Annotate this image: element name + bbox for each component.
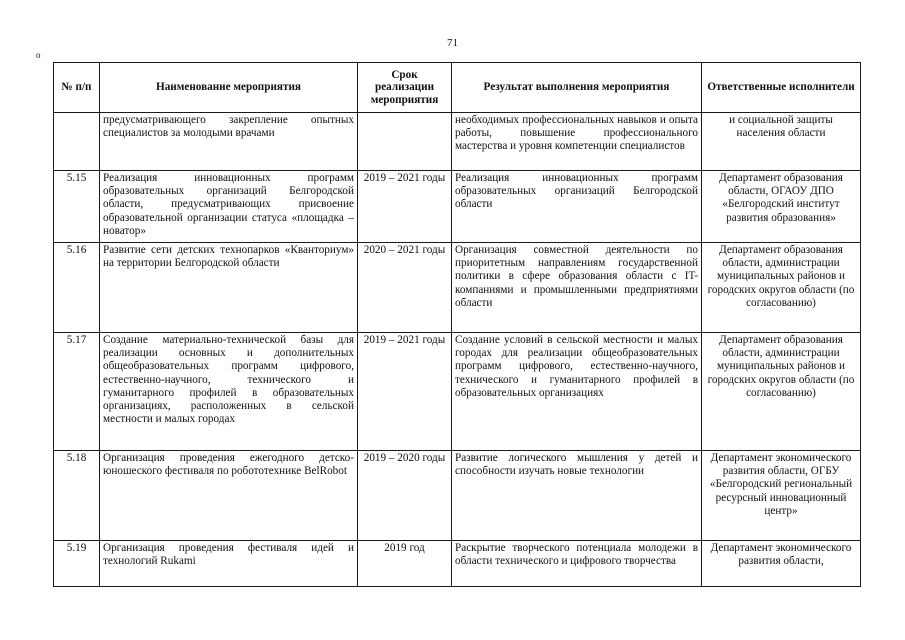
row-term: 2020 – 2021 годы <box>358 243 452 333</box>
header-num: № п/п <box>54 63 100 113</box>
row-term <box>358 113 452 171</box>
table-row <box>54 333 861 451</box>
row-name: Реализация инновационных программ образовательных организаций Белгородской области, предусматривающих присвоение образовательной организации статуса «площадка – новатор» <box>100 171 358 243</box>
row-responsible: и социальной защиты населения области <box>702 113 861 171</box>
row-num: 5.15 <box>54 171 100 243</box>
table-row <box>54 113 861 171</box>
row-num: 5.19 <box>54 541 100 587</box>
row-name: Организация проведения фестиваля идей и технологий Rukami <box>100 541 358 587</box>
row-num: 5.17 <box>54 333 100 451</box>
row-result: Реализация инновационных программ образовательных организаций Белгородской области <box>452 171 702 243</box>
row-result: Раскрытие творческого потенциала молодежи в области технического и цифрового творчества <box>452 541 702 587</box>
table-row <box>54 451 861 541</box>
row-name: Создание материально-технической базы для реализации основных и дополнительных общеобразовательных программ цифрового, естественно-научного, технического и гуманитарного профилей в образовательных организациях, расположенных в сельской местности и малых городах <box>100 333 358 451</box>
row-result: Создание условий в сельской местности и малых городах для реализации общеобразовательных программ цифрового, естественно-научного, технического и гуманитарного профилей в образовательных организациях <box>452 333 702 451</box>
table-row <box>54 171 861 243</box>
page-number: 71 <box>447 37 458 49</box>
row-responsible: Департамент экономического развития области, <box>702 541 861 587</box>
header-responsible: Ответственные исполнители <box>702 63 861 113</box>
row-responsible: Департамент образования области, администрации муниципальных районов и городских округов области (по согласованию) <box>702 333 861 451</box>
row-result: необходимых профессиональных навыков и опыта работы, повышение профессионального мастерства и уровня компетенции специалистов <box>452 113 702 171</box>
header-term: Срок реализации мероприятия <box>358 63 452 113</box>
row-term: 2019 год <box>358 541 452 587</box>
table-row <box>54 243 861 333</box>
row-result: Развитие логического мышления у детей и способности изучать новые технологии <box>452 451 702 541</box>
table-row <box>54 541 861 587</box>
row-result: Организация совместной деятельности по приоритетным направлениям государственной политики в сфере образования области с IT-компаниями и промышленными предприятиями области <box>452 243 702 333</box>
row-num: 5.18 <box>54 451 100 541</box>
row-responsible: Департамент экономического развития области, ОГБУ «Белгородский региональный ресурсный инновационный центр» <box>702 451 861 541</box>
header-result: Результат выполнения мероприятия <box>452 63 702 113</box>
corner-mark: о <box>36 50 41 60</box>
measures-table <box>53 62 861 587</box>
row-name: Развитие сети детских технопарков «Кванториум» на территории Белгородской области <box>100 243 358 333</box>
header-name: Наименование мероприятия <box>100 63 358 113</box>
row-name: предусматривающего закрепление опытных специалистов за молодыми врачами <box>100 113 358 171</box>
row-name: Организация проведения ежегодного детско-юношеского фестиваля по робототехнике BelRobot <box>100 451 358 541</box>
row-num <box>54 113 100 171</box>
row-num: 5.16 <box>54 243 100 333</box>
row-responsible: Департамент образования области, администрации муниципальных районов и городских округов области (по согласованию) <box>702 243 861 333</box>
row-responsible: Департамент образования области, ОГАОУ ДПО «Белгородский институт развития образования» <box>702 171 861 243</box>
table-header-row <box>54 63 861 113</box>
row-term: 2019 – 2021 годы <box>358 333 452 451</box>
row-term: 2019 – 2020 годы <box>358 451 452 541</box>
row-term: 2019 – 2021 годы <box>358 171 452 243</box>
